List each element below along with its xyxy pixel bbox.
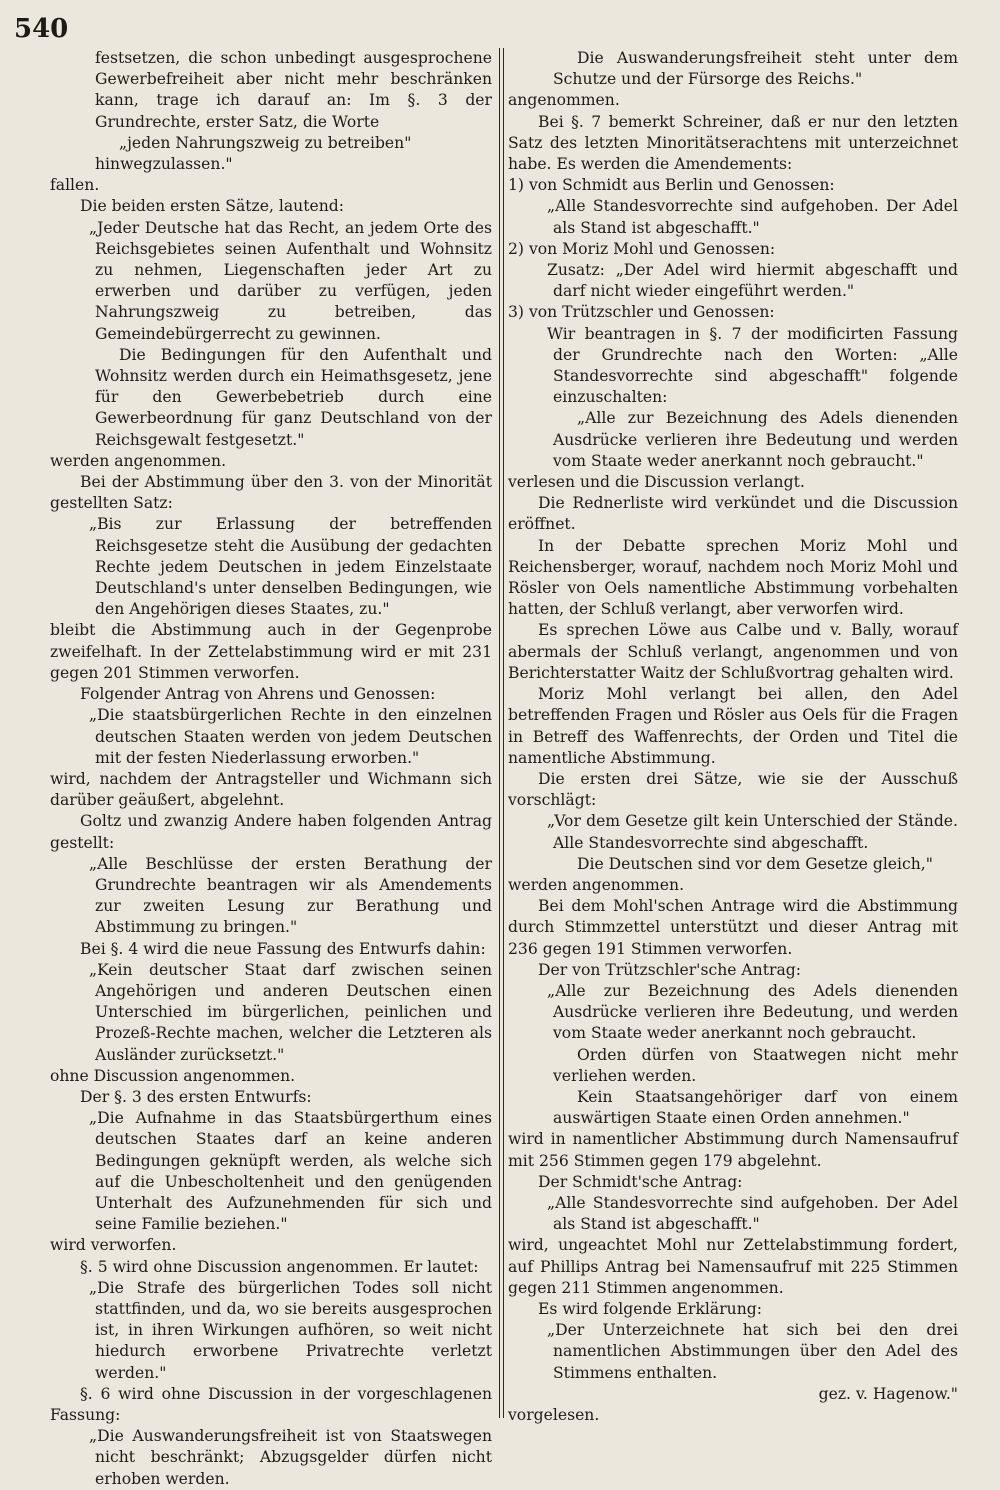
paragraph: werden angenommen.	[508, 875, 685, 894]
paragraph: In der Debatte sprechen Moriz Mohl und Reichensberger, worauf, nachdem noch Moriz Mohl und Rösler von Oels namentliche Abstimmung vorbehalten hatten, der Schluß verlangt, aber verworfen wird.	[508, 536, 958, 619]
paragraph: Wir beantragen in §. 7 der modificirten Fassung der Grundrechte nach den Worten: „Alle Standesvorrechte sind abgeschafft" folgende einzuschalten:	[547, 324, 958, 407]
paragraph: bleibt die Abstimmung auch in der Gegenprobe zweifelhaft. In der Zettelabstimmung wird er mit 231 gegen 201 Stimmen verworfen.	[50, 621, 492, 682]
paragraph: „Vor dem Gesetze gilt kein Unterschied der Stände. Alle Standesvorrechte sind abgeschafft.	[547, 812, 958, 852]
paragraph: 1) von Schmidt aus Berlin und Genossen:	[508, 176, 835, 195]
paragraph: „Alle Beschlüsse der ersten Berathung der Grundrechte beantragen wir als Amendements zur zweiten Lesung zur Berathung und Abstimmung zu bringen."	[89, 854, 492, 937]
paragraph: verlesen und die Discussion verlangt.	[508, 473, 805, 492]
paragraph: §. 5 wird ohne Discussion angenommen. Er lautet:	[80, 1257, 479, 1276]
column-divider-secondary	[503, 48, 505, 1418]
paragraph: Bei §. 4 wird die neue Fassung des Entwurfs dahin:	[80, 939, 486, 958]
paragraph: Bei §. 7 bemerkt Schreiner, daß er nur den letzten Satz des letzten Minoritätserachtens mit unterzeichnet habe. Es werden die Amendements:	[508, 112, 958, 174]
column-divider	[499, 48, 501, 1418]
paragraph: wird in namentlicher Abstimmung durch Namensaufruf mit 256 Stimmen gegen 179 abgelehnt.	[508, 1130, 958, 1170]
paragraph: „Alle zur Bezeichnung des Adels dienenden Ausdrücke verlieren ihre Bedeutung und werden vom Staate weder anerkannt noch gebraucht."	[553, 409, 958, 470]
paragraph: Es wird folgende Erklärung:	[538, 1299, 762, 1318]
paragraph: werden angenommen.	[50, 451, 227, 470]
paragraph: „Die Strafe des bürgerlichen Todes soll nicht stattfinden, und da, wo sie bereits ausgesprochen ist, in ihren Wirkungen aufhören, so weit nicht hiedurch erworbene Privatrechte verletzt werden."	[89, 1278, 492, 1382]
paragraph: Goltz und zwanzig Andere haben folgenden Antrag gestellt:	[50, 812, 492, 852]
paragraph: Bei dem Mohl'schen Antrage wird die Abstimmung durch Stimmzettel unterstützt und dieser Antrag mit 236 gegen 191 Stimmen verworfen.	[508, 897, 958, 958]
paragraph: „Der Unterzeichnete hat sich bei den drei namentlichen Abstimmungen über den Adel des Stimmens enthalten.	[547, 1321, 958, 1382]
paragraph: angenommen.	[508, 91, 620, 110]
paragraph: Kein Staatsangehöriger darf von einem auswärtigen Staate einen Orden annehmen."	[553, 1087, 958, 1128]
paragraph: wird, ungeachtet Mohl nur Zettelabstimmung fordert, auf Phillips Antrag bei Namensaufruf mit 225 Stimmen gegen 211 Stimmen angenommen.	[508, 1236, 958, 1297]
paragraph: Bei der Abstimmung über den 3. von der Minorität gestellten Satz:	[50, 473, 492, 513]
paragraph: Die beiden ersten Sätze, lautend:	[80, 197, 344, 216]
right-column	[508, 48, 958, 1426]
paragraph: „Die Aufnahme in das Staatsbürgerthum eines deutschen Staates darf an keine anderen Bedingungen geknüpft werden, als welche sich auf die Unbescholtenheit und den genügenden Unterhalt des Aufzunehmenden für sich und seine Familie beziehen."	[89, 1109, 492, 1234]
paragraph: „Kein deutscher Staat darf zwischen seinen Angehörigen und anderen Deutschen einen Unterschied im bürgerlichen, peinlichen und Prozeß-Rechte machen, welcher die Letzteren als Ausländer zurücksetzt."	[89, 960, 492, 1064]
paragraph: „Die Auswanderungsfreiheit ist von Staatswegen nicht beschränkt; Abzugsgelder dürfen nicht erhoben werden.	[89, 1427, 492, 1488]
paragraph: Der Schmidt'sche Antrag:	[538, 1172, 743, 1191]
paragraph: wird verworfen.	[50, 1236, 177, 1255]
paragraph: „Alle Standesvorrechte sind aufgehoben. Der Adel als Stand ist abgeschafft."	[547, 1193, 958, 1234]
paragraph: Es sprechen Löwe aus Calbe und v. Bally, worauf abermals der Schluß verlangt, angenommen und von Berichterstatter Waitz der Schlußvortrag gehalten wird.	[508, 621, 958, 682]
left-column	[50, 48, 492, 1490]
paragraph: hinwegzulassen."	[95, 155, 233, 174]
paragraph: „Bis zur Erlassung der betreffenden Reichsgesetze steht die Ausübung der gedachten Rechte jedem Deutschen in jedem Einzelstaate Deutschland's unter denselben Bedingungen, wie den Angehörigen dieses Staates, zu."	[89, 515, 492, 619]
paragraph: Die ersten drei Sätze, wie sie der Ausschuß vorschlägt:	[508, 769, 958, 810]
paragraph: Folgender Antrag von Ahrens und Genossen:	[80, 685, 436, 704]
paragraph: vorgelesen.	[508, 1406, 600, 1424]
paragraph: Der von Trützschler'sche Antrag:	[538, 960, 801, 979]
paragraph: Orden dürfen von Staatwegen nicht mehr verliehen werden.	[553, 1045, 958, 1085]
paragraph: 2) von Moriz Mohl und Genossen:	[508, 239, 776, 258]
paragraph: Die Deutschen sind vor dem Gesetze gleich,"	[577, 854, 933, 873]
paragraph: Der §. 3 des ersten Entwurfs:	[80, 1087, 312, 1106]
paragraph: „jeden Nahrungszweig zu betreiben"	[119, 133, 412, 152]
paragraph: „Alle Standesvorrechte sind aufgehoben. Der Adel als Stand ist abgeschafft."	[547, 197, 958, 237]
paragraph: „Die staatsbürgerlichen Rechte in den einzelnen deutschen Staaten werden von jedem Deutschen mit der festen Niederlassung erworben."	[89, 706, 492, 767]
paragraph: „Alle zur Bezeichnung des Adels dienenden Ausdrücke verlieren ihre Bedeutung, und werden vom Staate weder anerkannt noch gebraucht.	[547, 981, 958, 1043]
paragraph: „Jeder Deutsche hat das Recht, an jedem Orte des Reichsgebietes seinen Aufenthalt und Wohnsitz zu nehmen, Liegenschaften jeder Art zu erwerben und darüber zu verfügen, jeden Nahrungszweig zu betreiben, das Gemeindebürgerrecht zu gewinnen.	[89, 218, 492, 343]
paragraph: gez. v. Hagenow."	[818, 1384, 958, 1403]
paragraph: fallen.	[50, 176, 100, 195]
page-number: 540	[14, 14, 69, 44]
paragraph: festsetzen, die schon unbedingt ausgesprochene Gewerbefreiheit aber nicht mehr beschränken kann, trage ich darauf an: Im §. 3 der Grundrechte, erster Satz, die Worte	[95, 49, 492, 131]
paragraph: §. 6 wird ohne Discussion in der vorgeschlagenen Fassung:	[50, 1384, 492, 1424]
paragraph: ohne Discussion angenommen.	[50, 1066, 296, 1085]
paragraph: 3) von Trützschler und Genossen:	[508, 303, 775, 322]
paragraph: Zusatz: „Der Adel wird hiermit abgeschafft und darf nicht wieder eingeführt werden."	[547, 261, 958, 301]
paragraph: Moriz Mohl verlangt bei allen, den Adel betreffenden Fragen und Rösler aus Oels für die Fragen in Betreff des Waffenrechts, der Orden und Titel die namentliche Abstimmung.	[508, 685, 958, 767]
paragraph: Die Rednerliste wird verkündet und die Discussion eröffnet.	[508, 494, 958, 534]
paragraph: Die Auswanderungsfreiheit steht unter dem Schutze und der Fürsorge des Reichs."	[553, 49, 958, 89]
paragraph: wird, nachdem der Antragsteller und Wichmann sich darüber geäußert, abgelehnt.	[50, 769, 492, 810]
paragraph: Die Bedingungen für den Aufenthalt und Wohnsitz werden durch ein Heimathsgesetz, jene für den Gewerbebetrieb durch eine Gewerbeordnung für ganz Deutschland von der Reichsgewalt festgesetzt."	[95, 345, 492, 449]
